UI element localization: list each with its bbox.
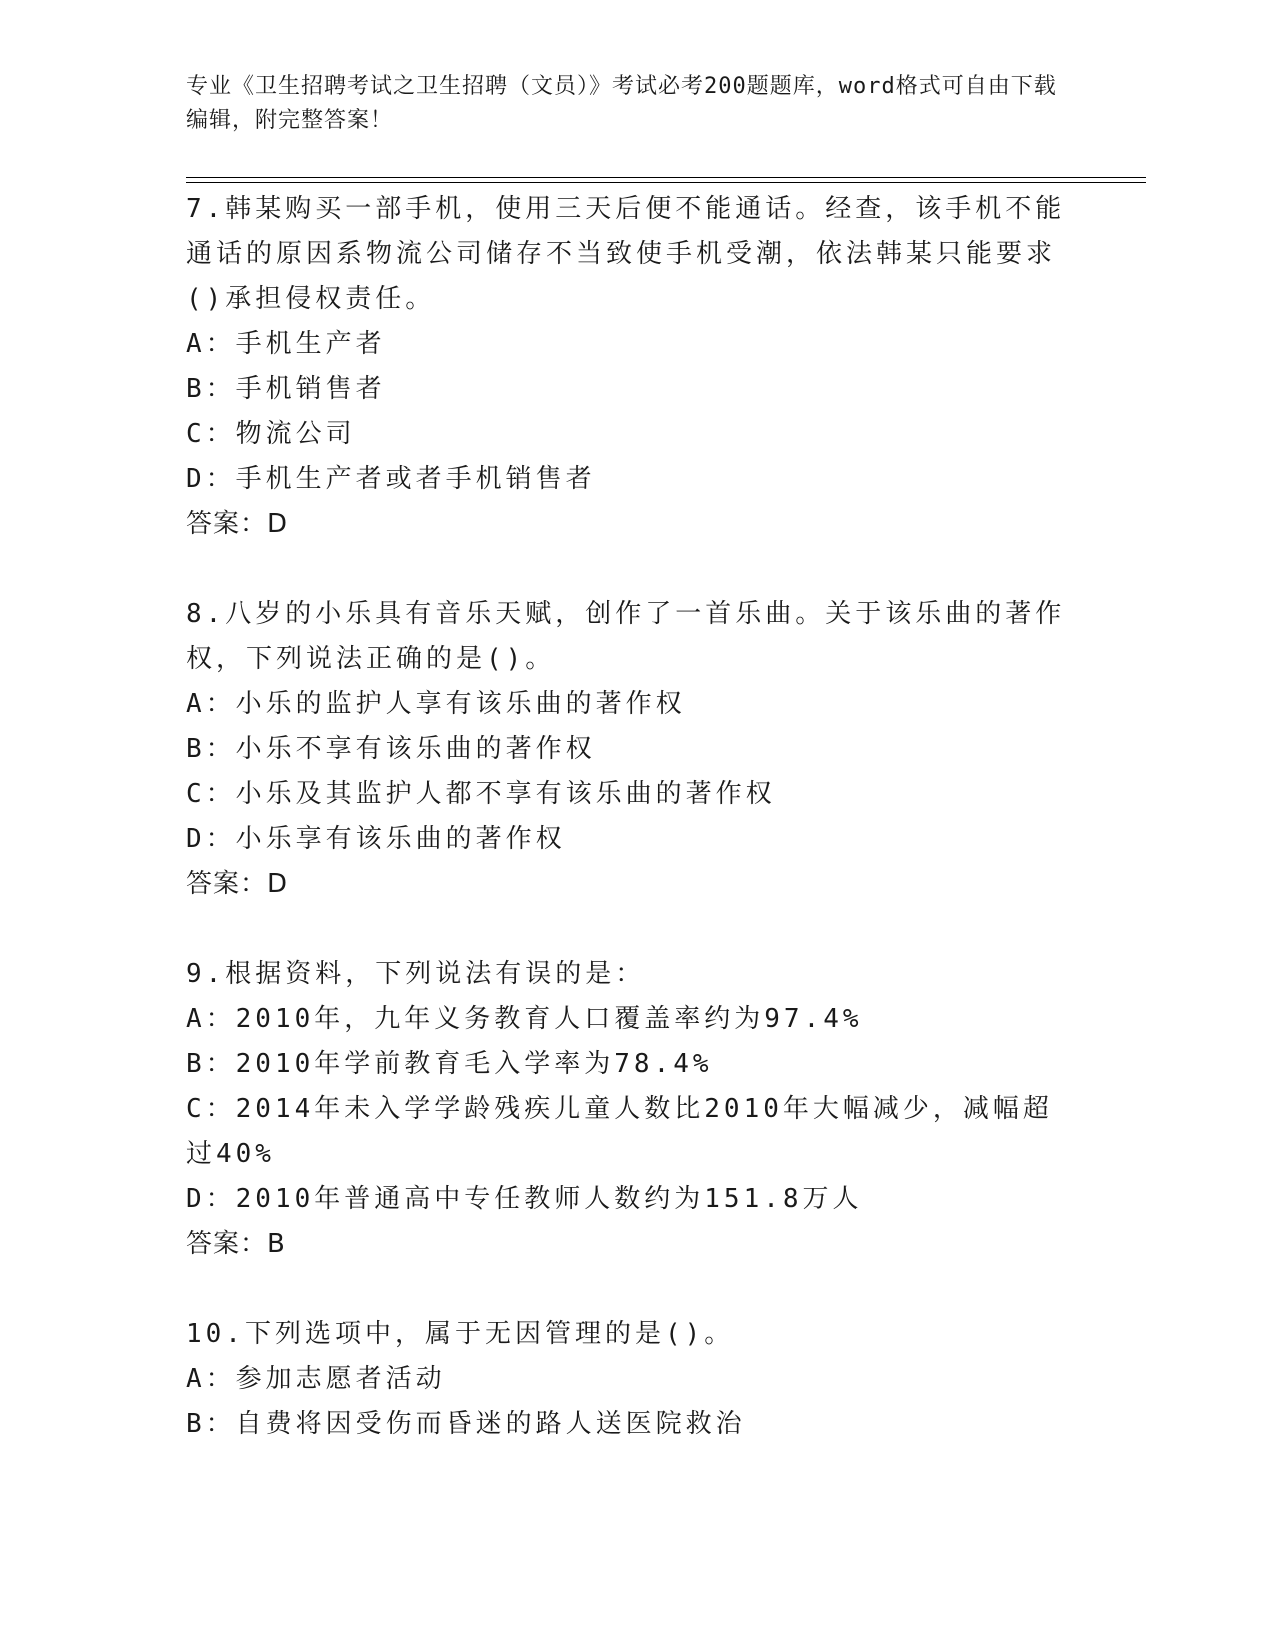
question-stem: 9.根据资料，下列说法有误的是： [186,959,646,989]
option-a: A：2010年，九年义务教育人口覆盖率约为97.4% [186,1004,863,1034]
question-list [186,187,1066,1492]
option-c: C：2014年未入学学龄残疾儿童人数比2010年大幅减少，减幅超过40% [186,1094,1053,1169]
question-stem: 7.韩某购买一部手机，使用三天后便不能通话。经查，该手机不能通话的原因系物流公司储存不当致使手机受潮，依法韩某只能要求()承担侵权责任。 [186,194,1066,314]
option-a: A：参加志愿者活动 [186,1364,446,1394]
option-d: D：2010年普通高中专任教师人数约为151.8万人 [186,1184,863,1214]
option-c: C：物流公司 [186,419,356,449]
option-b: B：2010年学前教育毛入学率为78.4% [186,1049,713,1079]
header-rule-top [186,177,1146,178]
option-b: B：小乐不享有该乐曲的著作权 [186,734,596,764]
option-a: A：手机生产者 [186,329,386,359]
option-c: C：小乐及其监护人都不享有该乐曲的著作权 [186,779,776,809]
option-b: B：自费将因受伤而昏迷的路人送医院救治 [186,1409,746,1439]
option-a: A：小乐的监护人享有该乐曲的著作权 [186,689,686,719]
question-9 [186,952,1066,1267]
header-rule-bottom [186,182,1146,183]
option-d: D：小乐享有该乐曲的著作权 [186,824,566,854]
answer-label: 答案：B [186,1229,286,1259]
question-7 [186,187,1066,547]
question-8 [186,592,1066,907]
answer-label: 答案：D [186,869,289,899]
question-stem: 8.八岁的小乐具有音乐天赋，创作了一首乐曲。关于该乐曲的著作权，下列说法正确的是()。 [186,599,1066,674]
option-b: B：手机销售者 [186,374,386,404]
question-10 [186,1312,1066,1447]
question-stem: 10.下列选项中，属于无因管理的是()。 [186,1319,735,1349]
document-header: 专业《卫生招聘考试之卫生招聘（文员）》考试必考200题题库，word格式可自由下载编辑，附完整答案！ [186,74,1057,133]
answer-label: 答案：D [186,509,289,539]
option-d: D：手机生产者或者手机销售者 [186,464,596,494]
